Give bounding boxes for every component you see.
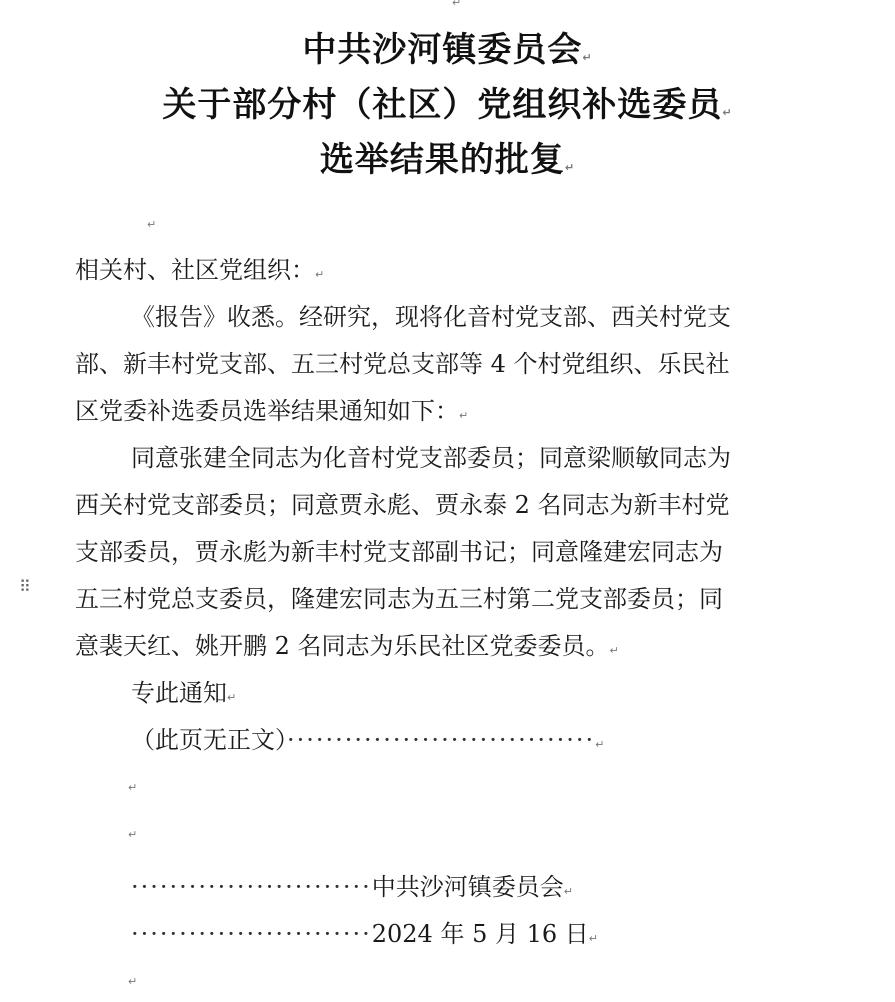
paragraph-mark: ↵: [315, 268, 325, 281]
paragraph-mark: ↵: [128, 975, 138, 988]
paragraph-mark: ↵: [452, 0, 462, 9]
paragraph-2-line: 西关村党支部委员；同意贾永彪、贾永泰 2 名同志为新丰村党: [75, 491, 730, 519]
leader-dots: ·························: [131, 920, 372, 948]
paragraph-2-line: 五三村党总支委员，隆建宏同志为五三村第二党支部委员；同: [75, 585, 723, 613]
paragraph-mark: ↵: [128, 828, 138, 841]
paragraph-2-line: 意裴天红、姚开鹏 2 名同志为乐民社区党委委员。↵: [75, 632, 619, 660]
paragraph-mark: ↵: [588, 932, 598, 945]
paragraph-mark: ↵: [609, 644, 619, 657]
paragraph-mark: ↵: [227, 691, 237, 704]
paragraph-mark: ↵: [595, 738, 605, 751]
title-line-3: [0, 132, 895, 181]
paragraph-mark: ↵: [563, 885, 573, 898]
date-line: [131, 914, 598, 949]
title-line-2: [0, 77, 895, 126]
paragraph-1-line: 部、新丰村党支部、五三村党总支部等 4 个村党组织、乐民社: [75, 350, 730, 378]
paragraph-1-line: 《报告》收悉。经研究，现将化音村党支部、西关村党支: [131, 303, 731, 331]
notice-line: 专此通知↵: [131, 679, 237, 707]
paragraph-mark: ↵: [459, 409, 469, 422]
salutation: 相关村、社区党组织：↵: [75, 256, 325, 284]
paragraph-2-line: 支部委员，贾永彪为新丰村党支部副书记；同意隆建宏同志为: [75, 538, 723, 566]
paragraph-mark: ↵: [564, 161, 576, 174]
paragraph-1-line: 区党委补选委员选举结果通知如下：↵: [75, 397, 469, 425]
signature: 中共沙河镇委员会: [371, 873, 564, 901]
signature-line: [131, 867, 573, 902]
leader-dots: ·························: [131, 873, 372, 901]
paragraph-2-line: 同意张建全同志为化音村党支部委员；同意梁顺敏同志为: [131, 444, 731, 472]
leader-dots: ································: [287, 726, 596, 754]
title-text: 中共沙河镇委员会: [302, 30, 583, 70]
paragraph-mark: ↵: [722, 106, 733, 119]
paragraph-mark: ↵: [582, 51, 593, 64]
drag-handle-icon[interactable]: ⠿: [19, 577, 31, 596]
title-line-1: [0, 22, 895, 71]
title-text: 选举结果的批复: [319, 140, 565, 180]
date: 2024 年 5 月 16 日: [371, 920, 589, 948]
paragraph-mark: ↵: [128, 781, 138, 794]
title-text: 关于部分村（社区）党组织补选委员: [162, 85, 723, 125]
paragraph-mark: ↵: [147, 218, 157, 231]
no-body-note: （此页无正文）································↵: [131, 726, 605, 754]
